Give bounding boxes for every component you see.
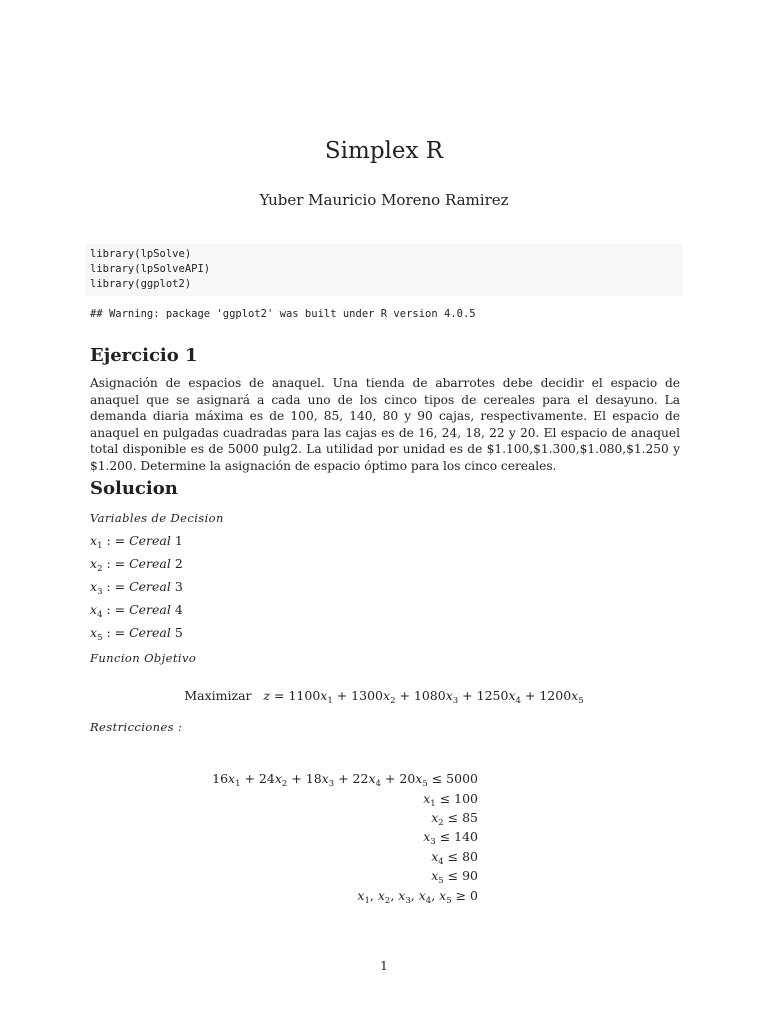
restrictions-label: Restricciones :: [90, 720, 183, 734]
constraint: $x_1 \le 100$: [423, 791, 478, 809]
code-line: library(lpSolve): [90, 248, 192, 260]
section-heading-solucion: Solucion: [90, 478, 178, 499]
document-title: Simplex R: [324, 138, 444, 164]
constraint: $x_5 \le 90$: [431, 868, 478, 886]
code-line: library(ggplot2): [90, 278, 192, 290]
variables-label: Variables de Decision: [90, 511, 224, 525]
constraint: $x_4 \le 80$: [431, 849, 478, 867]
code-output: ## Warning: package 'ggplot2' was built under R version 4.0.5: [90, 308, 476, 320]
constraint: $16x_1 + 24x_2 + 18x_3 + 22x_4 + 20x_5 \le 5000$: [212, 771, 478, 789]
decision-variable: $x_1$ : = Cereal 1: [90, 533, 183, 551]
objective-label: Funcion Objetivo: [90, 651, 197, 665]
decision-variable: $x_5$ : = Cereal 5: [90, 625, 183, 643]
exercise-paragraph: Asignación de espacios de anaquel. Una tienda de abarrotes debe decidir el espacio de anaquel que se asignará a cada uno de los cinco tipos de cereales para el desayuno. La demanda diaria máxima es de 100, 85, 140, 80 y 90 cajas, respectivamente. El espacio de anaquel en pulgadas cuadradas para las cajas es de 16, 24, 18, 22 y 20. El espacio de anaquel total disponible es de 5000 pulg2. La utilidad por unidad es de $1.100,$1.300,$1.080,$1.250 y $1.200. Determine la asignación de espacio óptimo para los cinco cereales.: [90, 376, 680, 473]
section-heading-ejercicio: Ejercicio 1: [90, 345, 198, 366]
page-number: 1: [380, 958, 388, 973]
code-line: library(lpSolveAPI): [90, 263, 211, 275]
constraint: $x_1$, $x_2$, $x_3$, $x_4$, $x_5 \ge 0$: [357, 888, 478, 906]
objective-function: Maximizar $z = 1100x_1 + 1300x_2 + 1080x_3 + 1250x_4 + 1200x_5$: [184, 688, 584, 706]
decision-variable: $x_2$ : = Cereal 2: [90, 556, 183, 574]
constraint: $x_2 \le 85$: [431, 810, 478, 828]
decision-variable: $x_3$ : = Cereal 3: [90, 579, 183, 597]
document-author: Yuber Mauricio Moreno Ramirez: [259, 191, 509, 209]
code-block: [86, 244, 682, 296]
constraint: $x_3 \le 140$: [423, 829, 478, 847]
decision-variable: $x_4$ : = Cereal 4: [90, 602, 183, 620]
